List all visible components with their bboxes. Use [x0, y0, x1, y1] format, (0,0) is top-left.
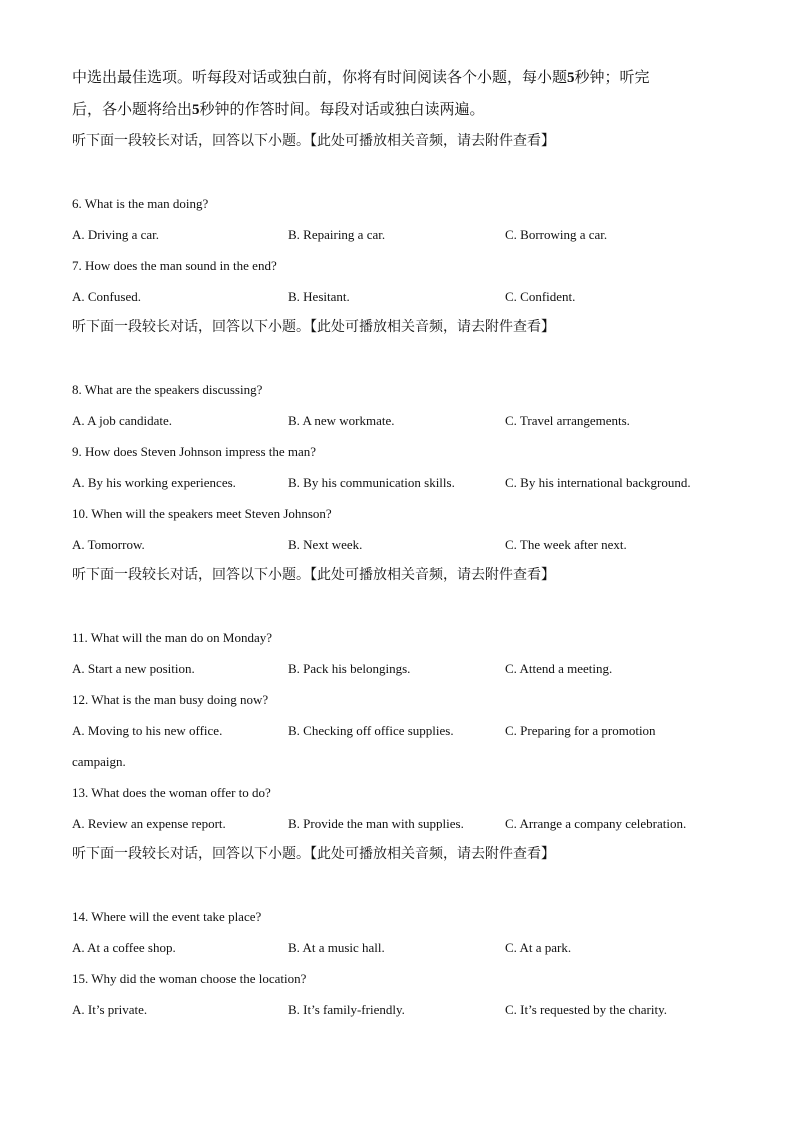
option-c-continuation: campaign.: [72, 754, 126, 769]
question-8: 8. What are the speakers discussing?: [72, 382, 263, 397]
option-a[interactable]: A. A job candidate.: [72, 413, 173, 428]
option-a[interactable]: A. At a coffee shop.: [72, 940, 176, 955]
option-c[interactable]: C. Attend a meeting.: [505, 661, 613, 676]
option-b[interactable]: B. It’s family-friendly.: [288, 1002, 405, 1017]
question-7: 7. How does the man sound in the end?: [72, 258, 277, 273]
question-11: 11. What will the man do on Monday?: [72, 630, 273, 645]
option-b[interactable]: B. Repairing a car.: [288, 227, 386, 242]
option-a[interactable]: A. Driving a car.: [72, 227, 160, 242]
spacer: [72, 343, 732, 374]
option-a[interactable]: A. By his working experiences.: [72, 475, 236, 490]
option-a[interactable]: A. Confused.: [72, 289, 141, 304]
intro-line-2: [72, 94, 732, 126]
option-c[interactable]: C. Arrange a company celebration.: [505, 816, 687, 831]
intro-line-1: [72, 62, 732, 94]
options-row: [72, 281, 732, 312]
option-c[interactable]: C. The week after next.: [505, 537, 627, 552]
option-b[interactable]: B. Next week.: [288, 537, 363, 552]
options-row: [72, 653, 732, 684]
options-row: [72, 529, 732, 560]
option-c[interactable]: C. It’s requested by the charity.: [505, 1002, 667, 1017]
question-10: 10. When will the speakers meet Steven Johnson?: [72, 506, 332, 521]
options-row: [72, 715, 732, 746]
spacer: [72, 591, 732, 622]
option-b[interactable]: B. Hesitant.: [288, 289, 350, 304]
option-b[interactable]: B. Provide the man with supplies.: [288, 816, 464, 831]
option-b[interactable]: B. By his communication skills.: [288, 475, 455, 490]
question-14: 14. Where will the event take place?: [72, 909, 262, 924]
question-15: 15. Why did the woman choose the location?: [72, 971, 307, 986]
question-6: 6. What is the man doing?: [72, 196, 209, 211]
audio-instruction: 听下面一段较长对话，回答以下小题。【此处可播放相关音频，请去附件查看】: [72, 568, 555, 583]
option-c[interactable]: C. Travel arrangements.: [505, 413, 630, 428]
option-b[interactable]: B. Pack his belongings.: [288, 661, 411, 676]
options-row: [72, 219, 732, 250]
audio-instruction: 听下面一段较长对话，回答以下小题。【此处可播放相关音频，请去附件查看】: [72, 320, 555, 335]
options-row: [72, 994, 732, 1025]
option-c[interactable]: C. Preparing for a promotion: [505, 723, 656, 738]
intro-number: 5: [192, 102, 200, 118]
option-b[interactable]: B. At a music hall.: [288, 940, 385, 955]
question-13: 13. What does the woman offer to do?: [72, 785, 271, 800]
options-row: [72, 467, 732, 498]
option-a[interactable]: A. It’s private.: [72, 1002, 148, 1017]
options-row: [72, 405, 732, 436]
spacer: [72, 157, 732, 188]
option-c[interactable]: C. Borrowing a car.: [505, 227, 608, 242]
option-b[interactable]: B. Checking off office supplies.: [288, 723, 454, 738]
intro-text: 后，各小题将给出: [72, 102, 193, 118]
spacer: [72, 870, 732, 901]
options-row: [72, 932, 732, 963]
option-c[interactable]: C. Confident.: [505, 289, 576, 304]
exam-page: [72, 62, 732, 1025]
options-row: [72, 808, 732, 839]
option-c[interactable]: C. By his international background.: [505, 475, 691, 490]
intro-number: 5: [567, 70, 575, 86]
option-a[interactable]: A. Moving to his new office.: [72, 723, 223, 738]
intro-text: 秒钟的作答时间。每段对话或独白读两遍。: [199, 102, 485, 118]
intro-text: 中选出最佳选项。听每段对话或独白前，你将有时间阅读各个小题，每小题: [72, 70, 568, 86]
audio-instruction: 听下面一段较长对话，回答以下小题。【此处可播放相关音频，请去附件查看】: [72, 134, 555, 149]
intro-text: 秒钟；听完: [574, 70, 650, 86]
option-a[interactable]: A. Start a new position.: [72, 661, 195, 676]
audio-instruction: 听下面一段较长对话，回答以下小题。【此处可播放相关音频，请去附件查看】: [72, 847, 555, 862]
option-c[interactable]: C. At a park.: [505, 940, 572, 955]
question-12: 12. What is the man busy doing now?: [72, 692, 269, 707]
option-b[interactable]: B. A new workmate.: [288, 413, 395, 428]
option-a[interactable]: A. Review an expense report.: [72, 816, 226, 831]
option-a[interactable]: A. Tomorrow.: [72, 537, 145, 552]
question-9: 9. How does Steven Johnson impress the man?: [72, 444, 317, 459]
